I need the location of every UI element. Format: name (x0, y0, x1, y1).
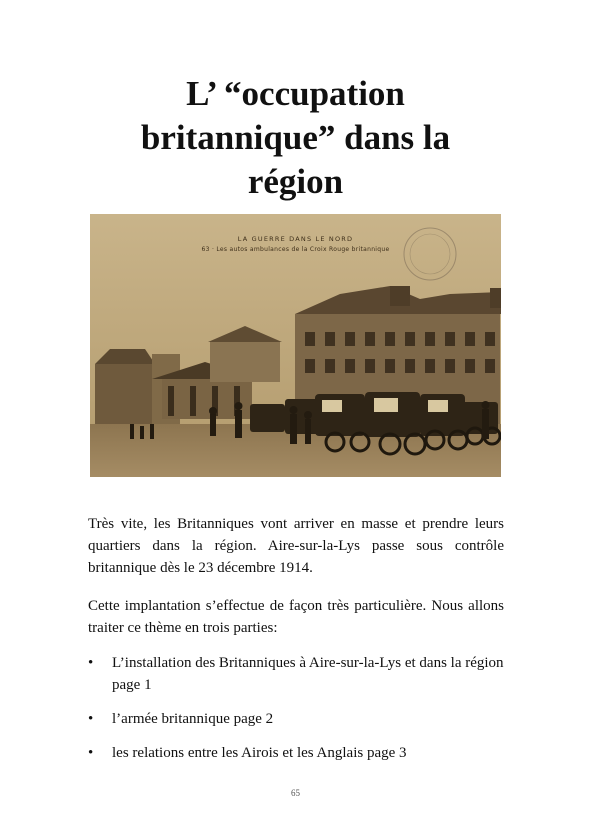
title-line-1: L’ “occupation (186, 74, 405, 113)
historical-postcard-photo (90, 214, 501, 477)
bullet-icon: • (88, 711, 94, 727)
bullet-icon: • (88, 745, 94, 761)
list-item (88, 652, 504, 696)
postcard-caption-subheading: 63 · Les autos ambulances de la Croix Rouge britannique (201, 246, 390, 253)
page-number: 65 (291, 788, 300, 798)
plan-paragraph: Cette implantation s’effectue de façon très particulière. Nous allons traiter ce thème en trois parties: (88, 598, 504, 636)
postcard-illustration (90, 214, 501, 477)
bullet-icon: • (88, 655, 94, 671)
list-item (88, 742, 504, 764)
section-list (88, 652, 504, 776)
page-title (60, 72, 531, 204)
list-item-text: les relations entre les Airois et les Anglais page 3 (112, 745, 407, 761)
title-line-2: britannique” dans la (140, 118, 451, 157)
list-item-text: l’armée britannique page 2 (112, 711, 274, 727)
list-item-text: L’installation des Britanniques à Aire-sur-la-Lys et dans la région page 1 (112, 655, 504, 693)
intro-paragraph: Très vite, les Britanniques vont arriver en masse et prendre leurs quartiers dans la région. Aire-sur-la-Lys passe sous contrôle britannique dès le 23 décembre 1914. (88, 516, 504, 576)
postcard-caption-heading: LA GUERRE DANS LE NORD (237, 235, 354, 243)
list-item (88, 708, 504, 730)
title-line-3: région (247, 162, 344, 201)
